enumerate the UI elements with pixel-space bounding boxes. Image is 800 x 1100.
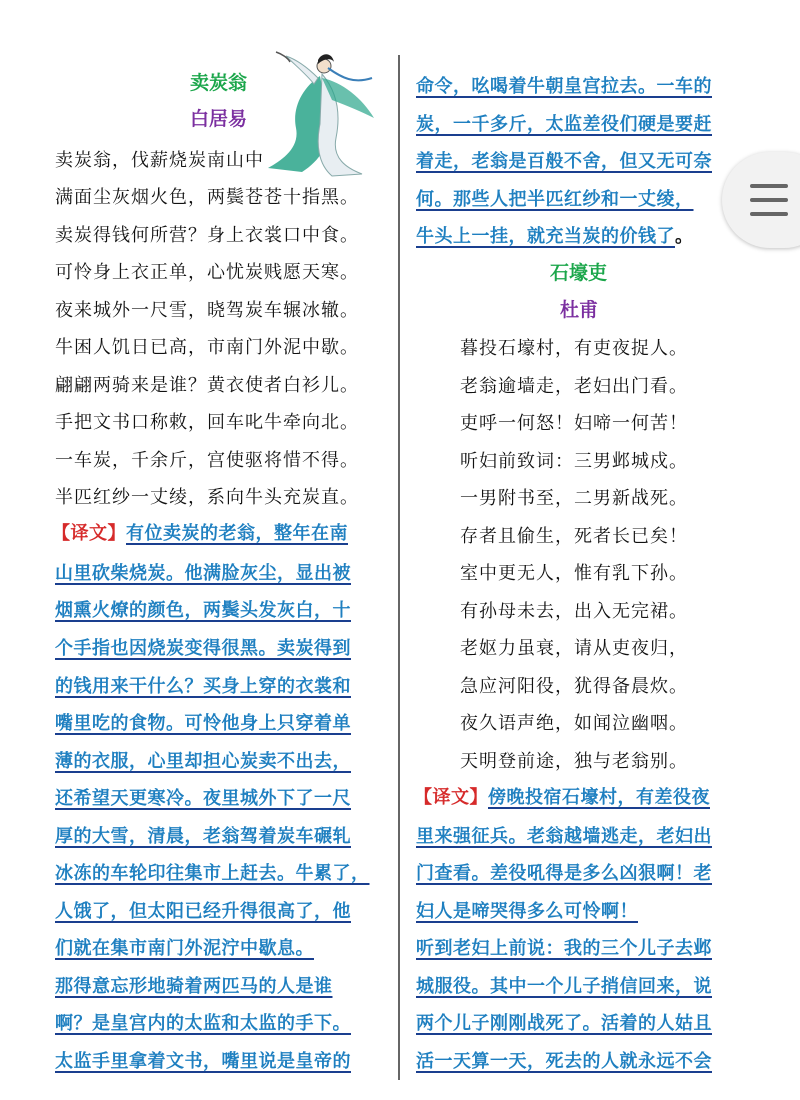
dancing-figure-illustration: [262, 48, 380, 178]
poem-title: 石壕吏: [550, 262, 608, 284]
translation-tag: 【译文】: [414, 787, 488, 808]
poem-line: 暮投石壕村，有吏夜捉人。: [460, 338, 688, 359]
translation-line: 还希望天更寒冷。夜里城外下了一尺: [55, 788, 351, 809]
poem-author: 杜甫: [560, 299, 599, 321]
translation-line: 着走，老翁是百般不舍，但又无可奈: [416, 151, 712, 172]
translation-line: 里来强征兵。老翁越墙逃走，老妇出: [416, 826, 712, 847]
left-column: [0, 0, 398, 1100]
poem-line: 牛困人饥日已高，市南门外泥中歇。: [55, 337, 359, 358]
poem-line: 室中更无人，惟有乳下孙。: [460, 563, 688, 584]
translation-line: 们就在集市南门外泥泞中歇息。: [55, 938, 314, 959]
poem-line: 老翁逾墙走，老妇出门看。: [460, 376, 688, 397]
translation-line: 太监手里拿着文书，嘴里说是皇帝的: [55, 1051, 351, 1072]
translation-line: 妇人是啼哭得多么可怜啊！: [416, 901, 638, 922]
poem-line: 存者且偷生，死者长已矣！: [460, 526, 688, 547]
poem-line: 一车炭，千余斤，宫使驱将惜不得。: [55, 450, 359, 471]
translation-line: [414, 783, 710, 809]
translation-text: 牛头上一挂，就充当炭的价钱了: [416, 226, 675, 247]
poem-line: 满面尘灰烟火色，两鬓苍苍十指黑。: [55, 187, 359, 208]
poem-line: 听妇前致词：三男邺城戍。: [460, 451, 688, 472]
translation-line: 冰冻的车轮印往集市上赶去。牛累了，: [55, 863, 370, 884]
poem-author: 白居易: [190, 108, 248, 130]
translation-tag: 【译文】: [52, 523, 126, 544]
translation-text: 傍晚投宿石壕村，有差役夜: [488, 787, 710, 808]
translation-line: 何。那些人把半匹红纱和一丈绫，: [416, 189, 694, 210]
translation-line: 的钱用来干什么？买身上穿的衣裳和: [55, 676, 351, 697]
poem-line: 天明登前途，独与老翁别。: [460, 751, 688, 772]
translation-end-mark: 。: [675, 226, 694, 247]
translation-line: 活一天算一天，死去的人就永远不会: [416, 1051, 712, 1072]
poem-line: 半匹红纱一丈绫，系向牛头充炭直。: [55, 487, 359, 508]
poem-line: 夜来城外一尺雪，晓驾炭车辗冰辙。: [55, 300, 359, 321]
translation-line: 啊？是皇宫内的太监和太监的手下。: [55, 1013, 351, 1034]
translation-line: 那得意忘形地骑着两匹马的人是谁: [55, 976, 333, 997]
translation-line: 门查看。差役吼得是多么凶狠啊！老: [416, 863, 712, 884]
translation-line: 薄的衣服，心里却担心炭卖不出去，: [55, 751, 351, 772]
poem-line: 急应河阳役，犹得备晨炊。: [460, 676, 688, 697]
poem-line: 手把文书口称敕，回车叱牛牵向北。: [55, 412, 359, 433]
poem-line: 老妪力虽衰，请从吏夜归，: [460, 638, 688, 659]
translation-text: 有位卖炭的老翁，整年在南: [126, 523, 348, 544]
poem-line: 吏呼一何怒！妇啼一何苦！: [460, 413, 688, 434]
translation-line: 人饿了，但太阳已经升得很高了，他: [55, 901, 351, 922]
poem-line: 卖炭得钱何所营？身上衣裳口中食。: [55, 225, 359, 246]
translation-line: 厚的大雪，清晨，老翁驾着炭车碾轧: [55, 826, 351, 847]
translation-line: 烟熏火燎的颜色，两鬓头发灰白，十: [55, 600, 351, 621]
translation-line: 城服役。其中一个儿子捎信回来，说: [416, 976, 712, 997]
poem-line: 翩翩两骑来是谁？黄衣使者白衫儿。: [55, 375, 359, 396]
translation-line: 炭，一千多斤，太监差役们硬是要赶: [416, 114, 712, 135]
translation-line: 嘴里吃的食物。可怜他身上只穿着单: [55, 713, 351, 734]
translation-line: 命令，吆喝着牛朝皇宫拉去。一车的: [416, 76, 712, 97]
translation-line: 听到老妇上前说：我的三个儿子去邺: [416, 938, 712, 959]
translation-line: [416, 222, 694, 248]
column-divider: [398, 55, 400, 1080]
poem-title: 卖炭翁: [190, 72, 248, 94]
translation-line: [52, 519, 348, 545]
translation-line: 个手指也因烧炭变得很黑。卖炭得到: [55, 638, 351, 659]
poem-line: 有孙母未去，出入无完裙。: [460, 601, 688, 622]
translation-line: 两个儿子刚刚战死了。活着的人姑且: [416, 1013, 712, 1034]
poem-line: 可怜身上衣正单，心忧炭贱愿天寒。: [55, 262, 359, 283]
translation-line: 山里砍柴烧炭。他满脸灰尘，显出被: [55, 563, 351, 584]
poem-line: 一男附书至，二男新战死。: [460, 488, 688, 509]
poem-line: 夜久语声绝，如闻泣幽咽。: [460, 713, 688, 734]
poem-line: 卖炭翁，伐薪烧炭南山中: [55, 150, 264, 171]
